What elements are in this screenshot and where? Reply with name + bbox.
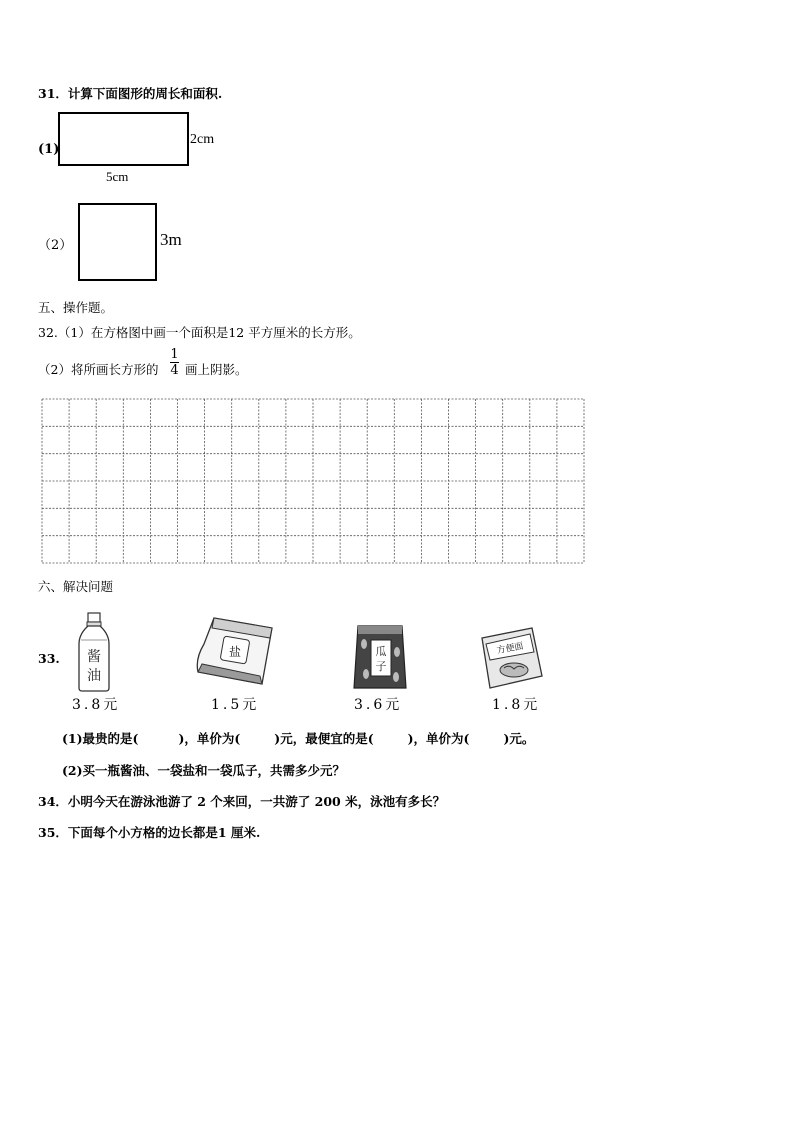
section6-title: 六、解决问题 [38,579,114,594]
fraction-numerator: 1 [170,347,179,362]
q33-sub2: (2)买一瓶酱油、一袋盐和一袋瓜子，共需多少元？ [62,763,346,778]
q33-sub1-part1: (1)最贵的是( [62,731,139,746]
salt-bag-icon [192,614,278,686]
q31-part2-label: （2） [38,238,73,253]
section5-title: 五、操作题。 [38,300,114,315]
salt-bag-label: 盐 [228,645,242,659]
q33-sub1-part5: )元。 [503,731,535,746]
q33-sub1-part4: )，单价为( [407,731,470,746]
q33-sub1-part2: )，单价为( [178,731,241,746]
q32-line1: 32.（1）在方格图中画一个面积是12 平方厘米的长方形。 [38,325,361,340]
q35-text: 35．下面每个小方格的边长都是1 厘米. [38,825,261,840]
q31-part1-label: (1) [38,142,60,157]
instant-noodles-icon [476,624,546,690]
q33-label: 33. [38,651,60,666]
q32-line2-prefix: （2）将所画长方形的 [38,362,159,377]
q34-text: 34．小明今天在游泳池游了 2 个来回，一共游了 200 米，泳池有多长？ [38,794,446,809]
noodles-price: 1.8元 [492,697,541,713]
q31-rectangle [58,112,189,166]
q33-sub1 [62,729,534,747]
q32-line2-suffix: 画上阴影。 [185,362,248,377]
q31-title: 31．计算下面图形的周长和面积. [38,86,223,101]
fraction-denominator: 4 [170,363,179,378]
melon-seeds-label-1: 瓜 [375,645,387,658]
q31-square [78,203,157,281]
melon-seeds-label-2: 子 [375,660,387,673]
soy-sauce-label-1: 酱 [87,649,101,665]
q31-rect-width-label: 5cm [106,169,129,184]
q33-sub1-part3: )元，最便宜的是( [274,731,374,746]
soy-sauce-bottle-icon [76,612,112,692]
soy-sauce-label-2: 油 [87,668,101,684]
square-grid[interactable] [41,398,585,564]
soy-sauce-price: 3.8元 [72,697,121,713]
melon-seeds-bag-icon [352,622,410,692]
q31-square-side-label: 3m [160,230,182,249]
q32-fraction [170,348,179,377]
melon-seeds-price: 3.6元 [354,697,403,713]
noodles-label: 方便面 [496,641,525,657]
q31-rect-height-label: 2cm [190,132,215,147]
salt-price: 1.5元 [211,697,260,713]
